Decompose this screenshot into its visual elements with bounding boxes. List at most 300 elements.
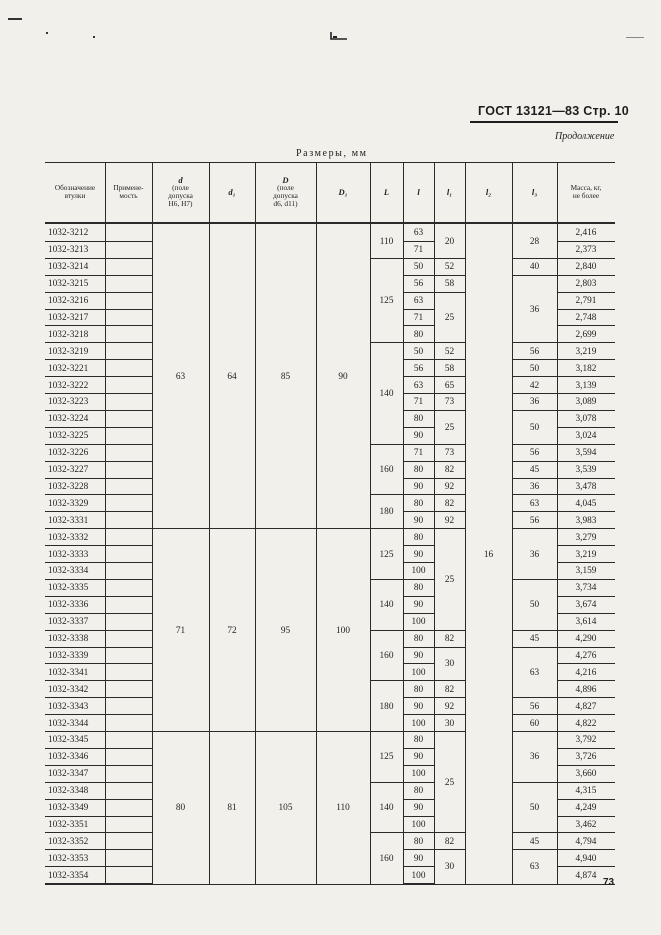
length-l1-cell: 73 [444,397,455,408]
table-rule [45,579,152,580]
bushing-designation: 1032-3219 [48,346,89,357]
table-rule [45,258,152,259]
length-L-cell: 125 [379,296,394,307]
table-rule [403,241,434,242]
table-rule [45,731,152,732]
length-l1-cell: 52 [444,346,455,357]
table-rule [512,630,557,631]
bushing-designation: 1032-3348 [48,786,89,797]
table-rule [403,613,434,614]
length-l1-cell: 82 [444,498,455,509]
length-l3-cell: 40 [529,262,540,273]
length-l3-cell: 63 [529,498,540,509]
table-rule [434,359,465,360]
table-rule [152,162,153,884]
length-l-cell: 100 [411,566,426,577]
table-rule [403,292,434,293]
table-rule [45,765,152,766]
bushing-designation: 1032-3341 [48,667,89,678]
mass-cell: 3,078 [575,414,597,425]
table-rule [45,528,152,529]
table-rule [45,478,152,479]
table-rule [403,359,434,360]
table-rule [45,647,152,648]
table-rule [557,832,615,833]
table-rule [557,461,615,462]
table-rule [512,782,557,783]
length-l-cell: 90 [413,600,424,611]
table-rule [45,222,615,224]
table-rule [209,528,255,529]
mass-cell: 3,089 [575,397,597,408]
table-rule [45,494,152,495]
column-header-l2: l₂ [485,186,492,197]
length-l-cell: 71 [413,245,424,256]
length-l-cell: 90 [413,752,424,763]
mass-cell: 4,940 [575,853,597,864]
table-rule [45,461,152,462]
table-rule [434,461,465,462]
table-rule [557,545,615,546]
bore-d-cell: 63 [175,372,186,383]
mass-cell: 3,279 [575,532,597,543]
column-header-d1: d₁ [228,186,236,197]
length-l3-cell: 36 [529,549,540,560]
table-rule [403,680,434,681]
table-rule [512,731,557,732]
table-rule [370,680,403,681]
table-rule [152,731,209,732]
bushing-designation: 1032-3333 [48,549,89,560]
mass-cell: 3,660 [575,769,597,780]
table-rule [434,275,465,276]
table-rule [512,444,557,445]
length-l-cell: 50 [413,262,424,273]
column-header-d: допуска [168,191,193,200]
length-L-cell: 140 [379,389,394,399]
table-rule [403,663,434,664]
mass-cell: 3,614 [575,617,597,628]
mass-cell: 3,139 [575,380,597,391]
mass-cell: 4,290 [575,634,597,645]
table-rule [255,528,316,529]
column-header-L: L [383,186,390,197]
table-rule [557,241,615,242]
bushing-designation: 1032-3228 [48,481,89,492]
mass-cell: 4,874 [575,870,597,881]
table-rule [557,258,615,259]
bushing-designation: 1032-3218 [48,329,89,340]
table-rule [403,258,434,259]
length-l-cell: 90 [413,853,424,864]
table-rule [434,444,465,445]
length-l-cell: 56 [413,363,424,374]
table-rule [434,410,465,411]
table-rule [557,849,615,850]
table-rule [45,275,152,276]
length-l-cell: 80 [413,498,424,509]
table-rule [557,731,615,732]
table-rule [403,393,434,394]
table-rule [557,579,615,580]
length-l3-cell: 28 [529,236,540,247]
mass-cell: 2,416 [575,228,597,239]
table-rule [557,647,615,648]
table-rule [370,494,403,495]
table-rule [45,849,152,850]
table-rule [557,494,615,495]
length-l1-cell: 30 [444,862,455,873]
table-rule [255,162,256,884]
table-rule [557,478,615,479]
table-rule [45,630,152,631]
length-l1-cell: 52 [444,262,455,273]
table-rule [370,782,403,783]
table-rule [403,714,434,715]
table-rule [316,528,370,529]
table-rule [434,511,465,512]
table-rule [434,376,465,377]
bushing-designation: 1032-3215 [48,279,89,290]
length-l1-cell: 25 [444,574,455,585]
length-l-cell: 80 [413,836,424,847]
mass-cell: 3,462 [575,819,597,830]
length-l3-cell: 45 [529,465,540,476]
table-rule [403,478,434,479]
length-l-cell: 90 [413,803,424,814]
table-rule [403,545,434,546]
length-l3-cell: 63 [529,862,540,873]
table-rule [557,782,615,783]
length-l3-cell: 36 [529,481,540,492]
table-rule [45,883,152,884]
table-rule [557,866,615,867]
table-rule [45,866,152,867]
bushing-designation: 1032-3347 [48,769,89,780]
length-l-cell: 80 [413,684,424,695]
table-rule [45,427,152,428]
length-l1-cell: 30 [444,718,455,729]
table-rule [512,342,557,343]
table-rule [403,647,434,648]
table-rule [403,731,434,732]
table-rule [45,816,152,817]
length-L-cell: 125 [379,549,394,560]
table-rule [512,528,557,529]
mass-cell: 2,803 [575,279,597,290]
length-l1-cell: 25 [444,777,455,788]
table-rule [512,376,557,377]
table-rule [512,697,557,698]
bushing-designation: 1032-3329 [48,498,89,509]
table-rule [403,866,434,867]
table-rule [512,714,557,715]
table-rule [434,494,465,495]
table-rule [434,697,465,698]
table-rule [403,562,434,563]
table-rule [434,714,465,715]
table-rule [434,292,465,293]
mass-cell: 4,794 [575,836,597,847]
table-rule [403,444,434,445]
continuation-label: Продолжение [555,131,615,142]
mass-cell: 3,792 [575,735,597,746]
length-l-cell: 80 [413,465,424,476]
table-rule [512,849,557,850]
table-rule [45,714,152,715]
table-rule [403,342,434,343]
table-rule [557,342,615,343]
column-header-l1: l₁ [446,186,453,197]
mass-cell: 4,827 [575,701,597,712]
length-l-cell: 71 [413,312,424,323]
length-L-cell: 140 [379,803,394,814]
length-L-cell: 140 [379,600,394,611]
table-rule [45,748,152,749]
length-l-cell: 80 [413,583,424,594]
table-rule [403,275,434,276]
table-rule [403,528,434,529]
length-l1-cell: 92 [444,701,455,712]
length-l-cell: 71 [413,397,424,408]
bushing-designation: 1032-3336 [48,600,89,611]
bushing-designation: 1032-3221 [48,363,89,374]
column-header-d: Н6, Н7) [168,199,193,209]
length-l1-cell: 58 [444,363,455,374]
outer-diameter-cell: 95 [280,625,291,636]
length-l-cell: 100 [411,769,426,780]
length-l3-cell: 36 [529,397,540,408]
table-rule [316,731,370,732]
table-rule [45,511,152,512]
table-rule [557,325,615,326]
table-rule [403,816,434,817]
length-l-cell: 80 [413,735,424,746]
length-L-cell: 110 [379,236,394,247]
column-header-D: d6, d11) [273,199,298,209]
table-rule [370,630,403,631]
table-rule [370,162,371,884]
table-rule [512,258,557,259]
table-rule [557,376,615,377]
table-rule [557,613,615,614]
mass-cell: 4,276 [575,650,597,661]
length-l-cell: 90 [413,481,424,492]
length-L-cell: 160 [379,853,394,864]
length-l1-cell: 20 [444,236,455,247]
mass-cell: 3,182 [575,363,597,374]
standard-title: ГОСТ 13121—83 Стр. 10 [478,104,630,118]
table-rule [512,275,557,276]
mass-cell: 2,840 [575,262,597,273]
table-rule [403,427,434,428]
table-rule [403,461,434,462]
table-rule [557,444,615,445]
table-rule [465,162,466,884]
bushing-designation: 1032-3223 [48,397,89,408]
table-rule [557,427,615,428]
length-l3-cell: 50 [529,803,540,814]
bushing-designation: 1032-3353 [48,853,89,864]
bushing-designation: 1032-3354 [48,870,89,881]
bushing-designation: 1032-3334 [48,566,89,577]
table-rule [434,832,465,833]
table-rule [403,697,434,698]
mass-cell: 4,896 [575,684,597,695]
mass-cell: 4,249 [575,803,597,814]
table-rule [403,309,434,310]
length-l3-cell: 50 [529,422,540,433]
table-rule [45,325,152,326]
bushing-designation: 1032-3222 [48,380,89,391]
table-rule [370,342,403,343]
length-l-cell: 90 [413,701,424,712]
page-number: 73 [603,877,615,888]
length-l1-cell: 25 [444,422,455,433]
mass-cell: 4,216 [575,667,597,678]
column-header-d: d [178,174,183,185]
column-header-mass: Масса, кг, [570,182,602,192]
diameter-d1-cell: 81 [227,803,237,814]
table-rule [403,832,434,833]
length-L-cell: 160 [379,650,394,661]
table-rule [209,162,210,884]
dimensions-caption: Размеры, мм [296,148,368,159]
mass-cell: 3,674 [575,600,597,611]
length-l3-cell: 45 [529,634,540,645]
bushing-designation: 1032-3342 [48,684,89,695]
table-rule [557,630,615,631]
length-L-cell: 180 [379,507,394,518]
table-rule [152,528,209,529]
table-rule [45,292,152,293]
mass-cell: 2,791 [575,296,597,307]
mass-cell: 3,983 [575,515,597,526]
table-rule [105,162,106,884]
table-rule [45,782,152,783]
diameter-d1-cell: 64 [227,372,237,383]
table-rule [45,444,152,445]
table-rule [403,849,434,850]
table-rule [557,748,615,749]
length-l-cell: 100 [411,819,426,830]
table-rule [403,782,434,783]
length-L-cell: 125 [379,752,394,763]
table-rule [45,393,152,394]
table-rule [557,816,615,817]
table-rule [512,832,557,833]
table-rule [512,494,557,495]
table-rule [45,342,152,343]
table-rule [255,731,316,732]
table-rule [45,613,152,614]
table-rule [45,359,152,360]
length-l1-cell: 82 [444,465,455,476]
length-l1-cell: 92 [444,515,455,526]
bore-d-cell: 71 [175,625,186,636]
table-rule [370,528,403,529]
table-rule [370,444,403,445]
table-rule [512,478,557,479]
length-l1-cell: 65 [444,380,455,391]
outer-diameter-cell: 85 [280,372,291,383]
table-rule [512,579,557,580]
flange-diameter-cell: 90 [338,372,348,383]
table-rule [434,731,465,732]
table-rule [512,511,557,512]
bushing-designation: 1032-3346 [48,752,89,763]
mass-cell: 3,219 [575,346,597,357]
table-rule [403,799,434,800]
table-rule [209,731,255,732]
table-rule [557,663,615,664]
length-l-cell: 90 [413,549,424,560]
bore-d-cell: 80 [175,803,186,814]
length-l-cell: 90 [413,515,424,526]
table-rule [45,596,152,597]
table-rule [403,494,434,495]
length-l3-cell: 42 [529,380,540,391]
column-header-designation: втулки [64,191,86,200]
bushing-designation: 1032-3351 [48,819,89,830]
table-rule [316,162,317,884]
length-l1-cell: 73 [444,448,455,459]
length-l-cell: 100 [411,667,426,678]
bushing-designation: 1032-3344 [48,718,89,729]
length-l1-cell: 82 [444,634,455,645]
table-rule [557,410,615,411]
table-rule [557,680,615,681]
length-L-cell: 180 [379,701,394,712]
table-rule [557,765,615,766]
length-L-cell: 160 [379,465,394,476]
table-rule [557,697,615,698]
length-l-cell: 100 [411,718,426,729]
table-rule [45,376,152,377]
length-l-cell: 63 [413,380,424,391]
length-l-cell: 63 [413,228,424,239]
length-l3-cell: 56 [529,346,540,357]
table-rule [434,258,465,259]
column-header-designation: Обозначение [54,182,96,192]
bushing-designation: 1032-3331 [48,515,89,526]
column-header-D: допуска [273,191,298,200]
length-l3-cell: 63 [529,667,540,678]
mass-cell: 4,822 [575,718,597,729]
column-header-applicability: мость [119,191,138,200]
mass-cell: 3,539 [575,465,597,476]
table-rule [512,359,557,360]
table-rule [403,325,434,326]
length-l1-cell: 25 [444,312,455,323]
table-rule [434,647,465,648]
length-l-cell: 80 [413,414,424,425]
bushing-designation: 1032-3339 [48,650,89,661]
length-l-cell: 80 [413,786,424,797]
bushing-designation: 1032-3216 [48,296,89,307]
table-rule [434,849,465,850]
mass-cell: 2,748 [575,312,597,323]
length-l-cell: 50 [413,346,424,357]
table-rule [557,528,615,529]
length-l-cell: 71 [413,448,424,459]
table-rule [45,410,152,411]
table-rule [45,545,152,546]
length-l1-cell: 92 [444,481,455,492]
table-rule [403,511,434,512]
length-l3-cell: 36 [529,304,540,315]
table-rule [403,410,434,411]
